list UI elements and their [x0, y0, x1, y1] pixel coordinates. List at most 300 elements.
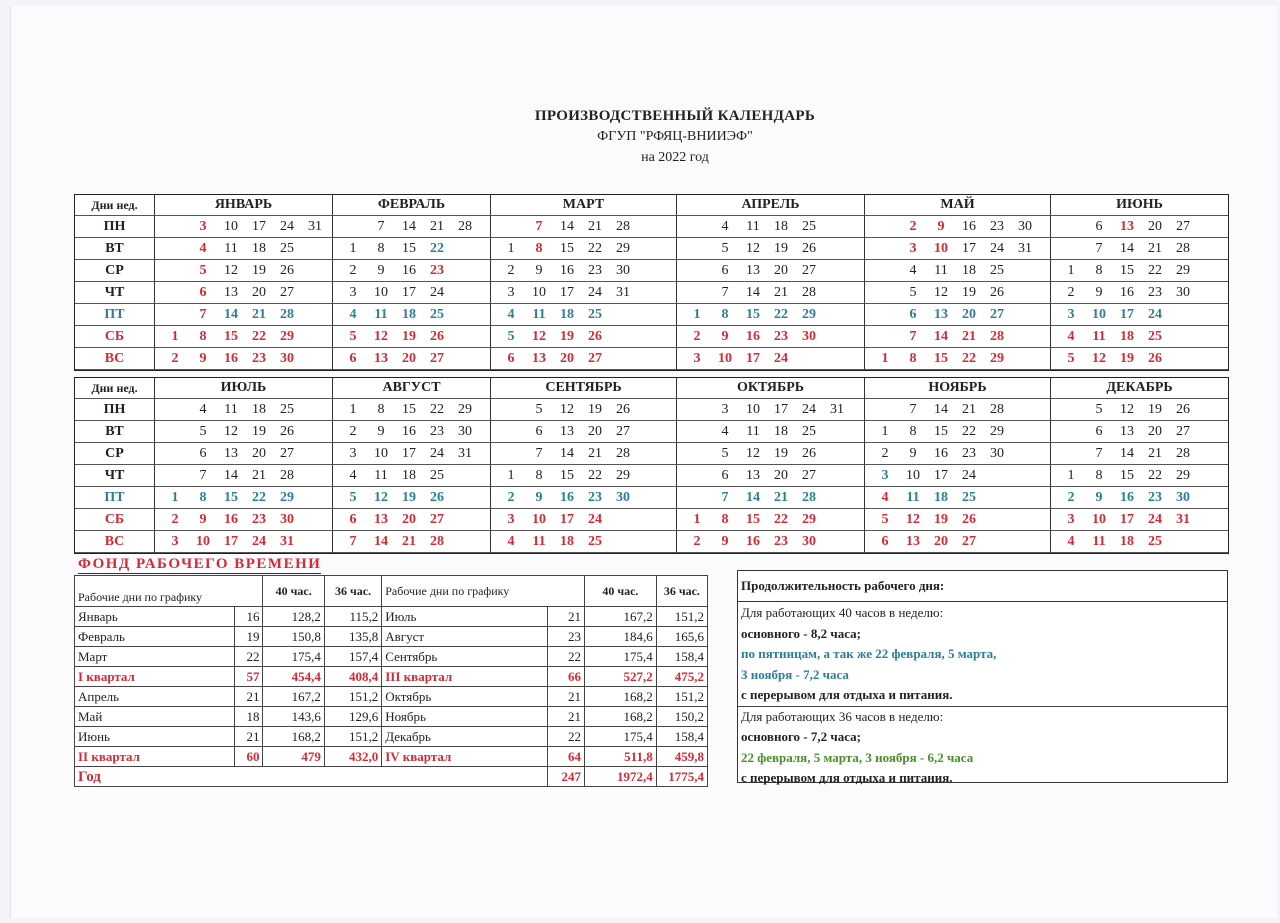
month-week-cell: [1051, 465, 1228, 487]
calendar-day: 20: [560, 350, 574, 366]
calendar-day: 25: [1148, 533, 1162, 549]
calendar-day: 24: [1148, 511, 1162, 527]
calendar-day: 2: [1067, 489, 1075, 505]
calendar-day: 25: [802, 218, 816, 234]
calendar-day: 3: [349, 284, 357, 300]
fund-period: Июнь: [75, 727, 235, 747]
calendar-day: 15: [1120, 262, 1134, 278]
calendar-day: 17: [962, 240, 976, 256]
calendar-day: 12: [560, 401, 574, 417]
calendar-day: 9: [377, 423, 385, 439]
calendar-day: 19: [1148, 401, 1162, 417]
calendar-day: 4: [721, 423, 729, 439]
calendar-day: 16: [1120, 489, 1134, 505]
calendar-day: 20: [774, 467, 788, 483]
calendar-day: 12: [1092, 350, 1106, 366]
fund-hours-36: 151,2: [324, 687, 381, 707]
calendar-day: 26: [802, 445, 816, 461]
fund-hours-36: 157,4: [324, 647, 381, 667]
calendar-day: 12: [746, 240, 760, 256]
calendar-day: 6: [909, 306, 917, 322]
calendar-day: 29: [1176, 262, 1190, 278]
month-week-cell: [677, 487, 865, 509]
calendar-day: 16: [962, 218, 976, 234]
calendar-day: 4: [507, 533, 515, 549]
calendar-day: 10: [906, 467, 920, 483]
month-week-cell: [333, 399, 491, 421]
calendar-day: 26: [430, 489, 444, 505]
calendar-day: 6: [199, 284, 207, 300]
calendar-day: 27: [990, 306, 1004, 322]
calendar-day: 6: [721, 467, 729, 483]
fund-period: Февраль: [75, 627, 235, 647]
duration-36-break: с перерывом для отдыха и питания.: [741, 770, 953, 785]
calendar-day: 15: [934, 350, 948, 366]
fund-hours-40: 184,6: [585, 627, 657, 647]
calendar-day: 14: [560, 218, 574, 234]
calendar-day: 5: [349, 328, 357, 344]
calendar-day: 6: [535, 423, 543, 439]
calendar-day: 24: [280, 218, 294, 234]
calendar-day: 29: [616, 240, 630, 256]
month-week-cell: [1051, 487, 1228, 509]
calendar-day: 3: [881, 467, 889, 483]
calendar-day: 12: [1120, 401, 1134, 417]
calendar-day: 15: [224, 489, 238, 505]
calendar-day: 12: [532, 328, 546, 344]
calendar-day: 23: [588, 489, 602, 505]
fund-hours-36: 151,2: [656, 687, 707, 707]
calendar-day: 15: [402, 240, 416, 256]
calendar-day: 23: [774, 328, 788, 344]
calendar-first-half: [74, 194, 1229, 371]
calendar-day: 2: [507, 489, 515, 505]
calendar-day: 10: [746, 401, 760, 417]
calendar-day: 26: [802, 240, 816, 256]
fund-hours-36: 151,2: [656, 607, 707, 627]
calendar-day: 27: [616, 423, 630, 439]
fund-hours-36: 158,4: [656, 727, 707, 747]
calendar-day: 27: [962, 533, 976, 549]
calendar-day: 28: [280, 306, 294, 322]
month-week-cell: [333, 348, 491, 370]
fund-period: Март: [75, 647, 235, 667]
calendar-day: 16: [560, 489, 574, 505]
month-week-cell: [155, 399, 333, 421]
calendar-day: 22: [252, 489, 266, 505]
calendar-day: 15: [560, 467, 574, 483]
calendar-day: 25: [280, 401, 294, 417]
calendar-day: 4: [881, 489, 889, 505]
calendar-day: 8: [721, 306, 729, 322]
calendar-day: 7: [199, 306, 207, 322]
month-name: ЯНВАРЬ: [155, 195, 333, 216]
fund-hours-36: 408,4: [324, 667, 381, 687]
fund-days: 22: [234, 647, 263, 667]
calendar-day: 21: [252, 306, 266, 322]
fund-hours-36: 150,2: [656, 707, 707, 727]
calendar-day: 15: [746, 306, 760, 322]
calendar-day: 10: [532, 511, 546, 527]
calendar-day: 21: [774, 284, 788, 300]
calendar-day: 3: [349, 445, 357, 461]
calendar-day: 19: [252, 423, 266, 439]
month-name: ФЕВРАЛЬ: [333, 195, 491, 216]
calendar-day: 6: [349, 350, 357, 366]
month-week-cell: [865, 487, 1051, 509]
calendar-day: 19: [934, 511, 948, 527]
fund-year-days: 247: [548, 767, 585, 787]
month-week-cell: [155, 282, 333, 304]
calendar-day: 28: [990, 328, 1004, 344]
calendar-day: 9: [199, 350, 207, 366]
calendar-day: 3: [721, 401, 729, 417]
fund-hours-40: 511,8: [585, 747, 657, 767]
calendar-day: 28: [802, 284, 816, 300]
month-week-cell: [1051, 348, 1228, 370]
fund-year-36: 1775,4: [656, 767, 707, 787]
calendar-day: 13: [1120, 218, 1134, 234]
calendar-day: 3: [171, 533, 179, 549]
calendar-day: 5: [507, 328, 515, 344]
calendar-day: 7: [909, 328, 917, 344]
calendar-day: 15: [1120, 467, 1134, 483]
calendar-day: 29: [990, 423, 1004, 439]
calendar-year: на 2022 год: [641, 150, 709, 165]
month-week-cell: [1051, 304, 1228, 326]
calendar-day: 17: [746, 350, 760, 366]
calendar-day: 6: [1095, 218, 1103, 234]
calendar-day: 4: [1067, 328, 1075, 344]
month-week-cell: [677, 260, 865, 282]
calendar-day: 7: [1095, 445, 1103, 461]
calendar-day: 14: [746, 284, 760, 300]
calendar-day: 26: [280, 423, 294, 439]
calendar-day: 1: [1067, 467, 1075, 483]
calendar-day: 15: [402, 401, 416, 417]
calendar-day: 21: [962, 401, 976, 417]
organization-name: ФГУП "РФЯЦ-ВНИИЭФ": [597, 129, 753, 144]
month-week-cell: [333, 531, 491, 553]
calendar-day: 3: [909, 240, 917, 256]
calendar-day: 22: [430, 401, 444, 417]
fund-period: Май: [75, 707, 235, 727]
calendar-day: 21: [774, 489, 788, 505]
calendar-day: 21: [1148, 445, 1162, 461]
calendar-day: 8: [535, 240, 543, 256]
calendar-day: 25: [990, 262, 1004, 278]
calendar-day: 3: [199, 218, 207, 234]
month-week-cell: [677, 531, 865, 553]
calendar-day: 21: [1148, 240, 1162, 256]
calendar-day: 16: [934, 445, 948, 461]
fund-days: 60: [234, 747, 263, 767]
month-week-cell: [865, 282, 1051, 304]
month-week-cell: [491, 487, 677, 509]
calendar-day: 17: [934, 467, 948, 483]
calendar-day: 22: [962, 350, 976, 366]
calendar-day: 23: [1148, 489, 1162, 505]
fund-days: 21: [548, 687, 585, 707]
calendar-day: 2: [349, 423, 357, 439]
calendar-day: 5: [881, 511, 889, 527]
calendar-day: 8: [377, 240, 385, 256]
calendar-day: 26: [962, 511, 976, 527]
month-week-cell: [155, 238, 333, 260]
month-week-cell: [491, 326, 677, 348]
calendar-day: 16: [560, 262, 574, 278]
calendar-day: 20: [402, 511, 416, 527]
month-week-cell: [491, 216, 677, 238]
calendar-day: 2: [171, 511, 179, 527]
calendar-day: 12: [224, 423, 238, 439]
day-of-week-label: ВТ: [75, 238, 155, 260]
month-week-cell: [1051, 216, 1228, 238]
calendar-day: 19: [402, 328, 416, 344]
calendar-day: 16: [224, 350, 238, 366]
calendar-day: 8: [1095, 262, 1103, 278]
fund-header-40: 40 час.: [263, 576, 324, 607]
calendar-day: 24: [990, 240, 1004, 256]
fund-hours-40: 454,4: [263, 667, 324, 687]
calendar-day: 17: [252, 218, 266, 234]
calendar-day: 1: [693, 511, 701, 527]
fund-month-row: [75, 687, 708, 707]
calendar-day: 27: [430, 350, 444, 366]
month-name: ИЮНЬ: [1051, 195, 1228, 216]
calendar-day: 12: [374, 489, 388, 505]
calendar-day: 19: [962, 284, 976, 300]
calendar-day: 28: [616, 445, 630, 461]
calendar-day: 11: [532, 533, 546, 549]
calendar-day: 23: [252, 350, 266, 366]
calendar-day: 11: [374, 306, 388, 322]
work-time-fund-title: ФОНД РАБОЧЕГО ВРЕМЕНИ: [78, 556, 322, 572]
calendar-day: 29: [616, 467, 630, 483]
calendar-day: 8: [535, 467, 543, 483]
calendar-day: 1: [349, 401, 357, 417]
calendar-day: 1: [349, 240, 357, 256]
calendar-day: 1: [1067, 262, 1075, 278]
calendar-day: 5: [721, 240, 729, 256]
month-name: МАРТ: [491, 195, 677, 216]
calendar-day: 9: [199, 511, 207, 527]
calendar-day: 10: [224, 218, 238, 234]
fund-period: II квартал: [75, 747, 235, 767]
calendar-day: 23: [990, 218, 1004, 234]
page-title: ПРОИЗВОДСТВЕННЫЙ КАЛЕНДАРЬ: [534, 108, 816, 124]
fund-days: 19: [234, 627, 263, 647]
calendar-day: 8: [199, 489, 207, 505]
duration-details-box: [737, 601, 1228, 783]
calendar-day: 15: [224, 328, 238, 344]
calendar-day: 16: [746, 328, 760, 344]
calendar-day: 23: [430, 423, 444, 439]
calendar-day: 4: [909, 262, 917, 278]
month-name: НОЯБРЬ: [865, 378, 1051, 399]
month-week-cell: [677, 399, 865, 421]
calendar-day: 5: [1095, 401, 1103, 417]
duration-title-box: [737, 570, 1228, 602]
calendar-day: 18: [962, 262, 976, 278]
calendar-day: 26: [616, 401, 630, 417]
calendar-day: 26: [990, 284, 1004, 300]
fund-hours-40: 175,4: [263, 647, 324, 667]
calendar-day: 19: [560, 328, 574, 344]
month-week-cell: [1051, 509, 1228, 531]
day-of-week-label: СБ: [75, 326, 155, 348]
calendar-day: 25: [280, 240, 294, 256]
calendar-day: 19: [588, 401, 602, 417]
month-week-cell: [333, 487, 491, 509]
calendar-day: 20: [252, 445, 266, 461]
calendar-day: 5: [1067, 350, 1075, 366]
calendar-day: 20: [402, 350, 416, 366]
fund-period: Август: [382, 627, 548, 647]
calendar-day: 18: [252, 401, 266, 417]
calendar-day: 26: [1148, 350, 1162, 366]
calendar-day: 8: [377, 401, 385, 417]
fund-header-36-2: 36 час.: [656, 576, 707, 607]
month-week-cell: [333, 216, 491, 238]
calendar-day: 11: [1092, 328, 1106, 344]
month-week-cell: [333, 238, 491, 260]
duration-36-intro: Для работающих 36 часов в неделю:: [741, 708, 944, 724]
calendar-day: 24: [802, 401, 816, 417]
month-week-cell: [491, 443, 677, 465]
month-week-cell: [155, 531, 333, 553]
month-week-cell: [677, 282, 865, 304]
day-of-week-label: ПТ: [75, 304, 155, 326]
calendar-day: 28: [802, 489, 816, 505]
month-week-cell: [333, 443, 491, 465]
calendar-day: 5: [535, 401, 543, 417]
calendar-day: 2: [349, 262, 357, 278]
fund-hours-40: 168,2: [585, 687, 657, 707]
calendar-day: 29: [990, 350, 1004, 366]
calendar-day: 30: [280, 350, 294, 366]
calendar-day: 11: [224, 240, 238, 256]
calendar-day: 20: [962, 306, 976, 322]
calendar-day: 19: [774, 240, 788, 256]
month-week-cell: [865, 399, 1051, 421]
calendar-day: 10: [718, 350, 732, 366]
fund-days: 21: [234, 727, 263, 747]
month-week-cell: [491, 304, 677, 326]
month-name: ИЮЛЬ: [155, 378, 333, 399]
calendar-day: 7: [535, 218, 543, 234]
calendar-day: 29: [280, 489, 294, 505]
month-name: АПРЕЛЬ: [677, 195, 865, 216]
calendar-day: 6: [881, 533, 889, 549]
calendar-day: 22: [588, 467, 602, 483]
calendar-day: 30: [616, 489, 630, 505]
calendar-day: 3: [1067, 306, 1075, 322]
calendar-day: 20: [252, 284, 266, 300]
calendar-day: 31: [1176, 511, 1190, 527]
month-week-cell: [677, 304, 865, 326]
calendar-day: 27: [588, 350, 602, 366]
calendar-day: 28: [616, 218, 630, 234]
calendar-day: 23: [252, 511, 266, 527]
calendar-day: 10: [374, 284, 388, 300]
calendar-day: 3: [1067, 511, 1075, 527]
calendar-day: 12: [746, 445, 760, 461]
month-week-cell: [677, 443, 865, 465]
calendar-day: 18: [560, 306, 574, 322]
calendar-day: 26: [1176, 401, 1190, 417]
fund-days: 23: [548, 627, 585, 647]
fund-month-row: [75, 647, 708, 667]
fund-hours-36: 475,2: [656, 667, 707, 687]
fund-period: Июль: [382, 607, 548, 627]
month-name: СЕНТЯБРЬ: [491, 378, 677, 399]
calendar-day: 10: [934, 240, 948, 256]
calendar-day: 26: [588, 328, 602, 344]
fund-hours-40: 168,2: [585, 707, 657, 727]
calendar-day: 23: [1148, 284, 1162, 300]
duration-40-main: основного - 8,2 часа;: [741, 625, 861, 641]
calendar-day: 22: [1148, 467, 1162, 483]
fund-period: Сентябрь: [382, 647, 548, 667]
calendar-day: 27: [802, 262, 816, 278]
calendar-day: 9: [377, 262, 385, 278]
month-week-cell: [491, 399, 677, 421]
month-week-cell: [865, 348, 1051, 370]
calendar-day: 5: [199, 423, 207, 439]
calendar-day: 23: [588, 262, 602, 278]
month-week-cell: [865, 421, 1051, 443]
calendar-day: 12: [224, 262, 238, 278]
fund-hours-36: 432,0: [324, 747, 381, 767]
day-of-week-label: СБ: [75, 509, 155, 531]
calendar-day: 14: [224, 467, 238, 483]
month-week-cell: [865, 443, 1051, 465]
calendar-day: 27: [1176, 423, 1190, 439]
calendar-day: 4: [1067, 533, 1075, 549]
calendar-day: 5: [199, 262, 207, 278]
fund-hours-40: 175,4: [585, 727, 657, 747]
fund-days: 66: [548, 667, 585, 687]
month-name: ДЕКАБРЬ: [1051, 378, 1228, 399]
calendar-day: 24: [1148, 306, 1162, 322]
calendar-day: 27: [430, 511, 444, 527]
calendar-day: 22: [1148, 262, 1162, 278]
calendar-day: 25: [962, 489, 976, 505]
fund-days: 21: [234, 687, 263, 707]
day-of-week-label: ЧТ: [75, 282, 155, 304]
calendar-day: 11: [374, 467, 388, 483]
fund-period: Апрель: [75, 687, 235, 707]
fund-hours-36: 158,4: [656, 647, 707, 667]
calendar-day: 13: [374, 350, 388, 366]
duration-36-main: основного - 7,2 часа;: [741, 729, 861, 744]
fund-header-36: 36 час.: [324, 576, 381, 607]
fund-period: Октябрь: [382, 687, 548, 707]
calendar-day: 8: [909, 350, 917, 366]
calendar-day: 8: [1095, 467, 1103, 483]
month-week-cell: [865, 326, 1051, 348]
calendar-day: 13: [906, 533, 920, 549]
calendar-day: 4: [721, 218, 729, 234]
calendar-day: 12: [906, 511, 920, 527]
month-week-cell: [677, 238, 865, 260]
fund-days: 22: [548, 647, 585, 667]
calendar-day: 27: [1176, 218, 1190, 234]
calendar-day: 29: [1176, 467, 1190, 483]
fund-days: 21: [548, 607, 585, 627]
fund-month-row: [75, 707, 708, 727]
